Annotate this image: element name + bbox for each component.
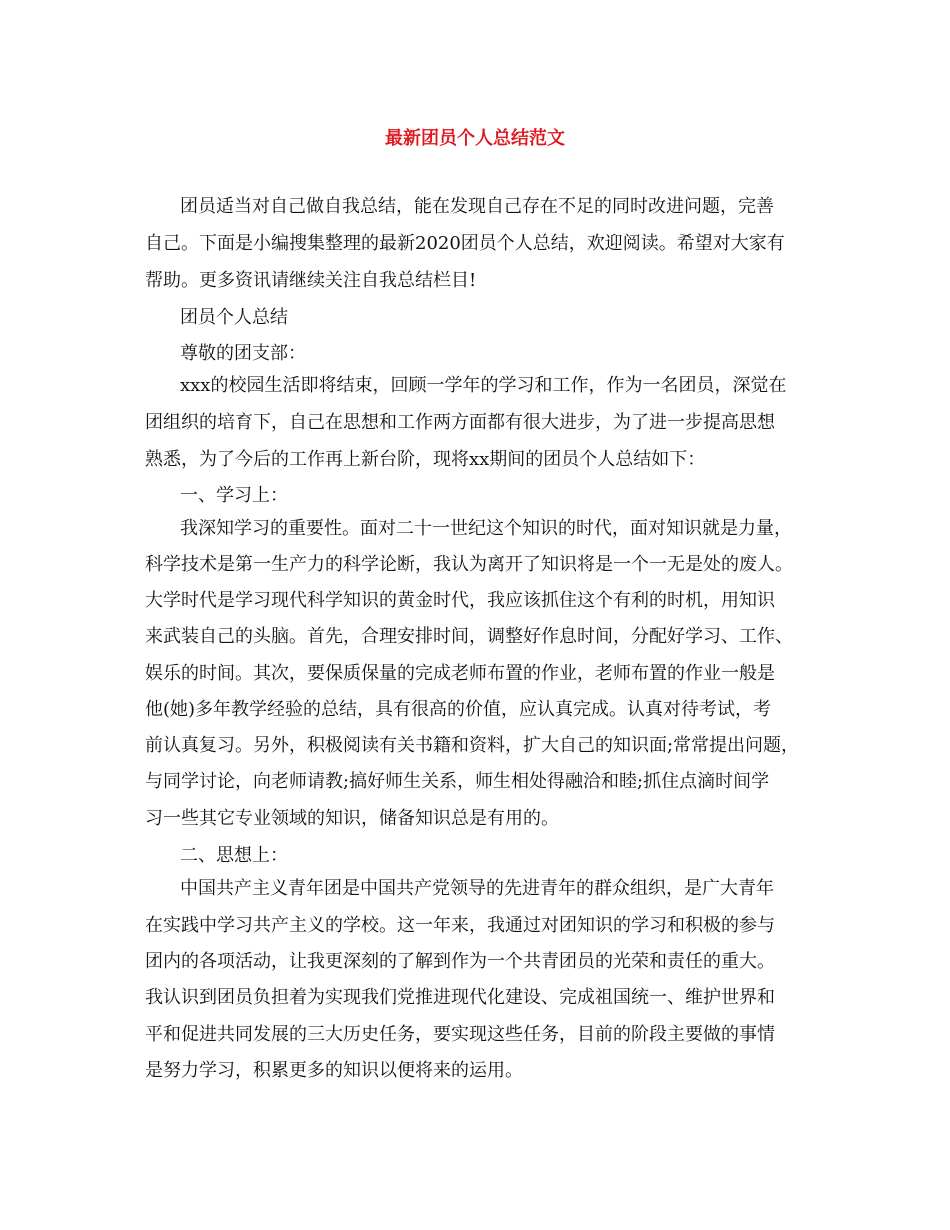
body-line: 自己。下面是小编搜集整理的最新2020团员个人总结，欢迎阅读。希望对大家有: [145, 233, 785, 254]
section-heading: 二、思想上：: [180, 845, 288, 866]
body-line: 习一些其它专业领域的知识，储备知识总是有用的。: [145, 808, 559, 829]
body-line: 是努力学习，积累更多的知识以便将来的运用。: [145, 1060, 523, 1081]
body-line: xxx的校园生活即将结束，回顾一学年的学习和工作，作为一名团员，深觉在: [180, 375, 787, 396]
body-line: 他(她)多年教学经验的总结，具有很高的价值，应认真完成。认真对待考试，考: [145, 699, 772, 720]
document-title: 最新团员个人总结范文: [385, 128, 565, 149]
body-line: 与同学讨论，向老师请教;搞好师生关系，师生相处得融洽和睦;抓住点滴时间学: [145, 771, 770, 792]
body-line: 帮助。更多资讯请继续关注自我总结栏目!: [145, 270, 477, 291]
body-line: 团组织的培育下，自己在思想和工作两方面都有很大进步，为了进一步提高思想: [145, 412, 775, 433]
body-line: 中国共产主义青年团是中国共产党领导的先进青年的群众组织，是广大青年: [180, 878, 774, 899]
body-line: 科学技术是第一生产力的科学论断，我认为离开了知识将是一个一无是处的废人。: [145, 554, 793, 575]
body-line: 娱乐的时间。其次，要保质保量的完成老师布置的作业，老师布置的作业一般是: [145, 663, 775, 684]
body-line: 在实践中学习共产主义的学校。这一年来，我通过对团知识的学习和积极的参与: [145, 915, 775, 936]
body-line: 团员适当对自己做自我总结，能在发现自己存在不足的同时改进问题，完善: [180, 196, 774, 217]
body-line: 熟悉，为了今后的工作再上新台阶，现将xx期间的团员个人总结如下：: [145, 449, 706, 470]
section-heading: 一、学习上：: [180, 485, 288, 506]
body-line: 大学时代是学习现代科学知识的黄金时代，我应该抓住这个有利的时机，用知识: [145, 590, 775, 611]
salutation: 尊敬的团支部：: [180, 343, 306, 364]
body-line: 团内的各项活动，让我更深刻的了解到作为一个共青团员的光荣和责任的重大。: [145, 951, 775, 972]
body-line: 来武装自己的头脑。首先，合理安排时间，调整好作息时间，分配好学习、工作、: [145, 626, 793, 647]
body-line: 我认识到团员负担着为实现我们党推进现代化建设、完成祖国统一、维护世界和: [145, 987, 775, 1008]
body-line: 前认真复习。另外，积极阅读有关书籍和资料，扩大自己的知识面;常常提出问题，: [145, 735, 800, 756]
body-line: 平和促进共同发展的三大历史任务，要实现这些任务，目前的阶段主要做的事情: [145, 1024, 775, 1045]
body-line: 我深知学习的重要性。面对二十一世纪这个知识的时代，面对知识就是力量，: [180, 518, 792, 539]
section-heading: 团员个人总结: [180, 307, 288, 328]
